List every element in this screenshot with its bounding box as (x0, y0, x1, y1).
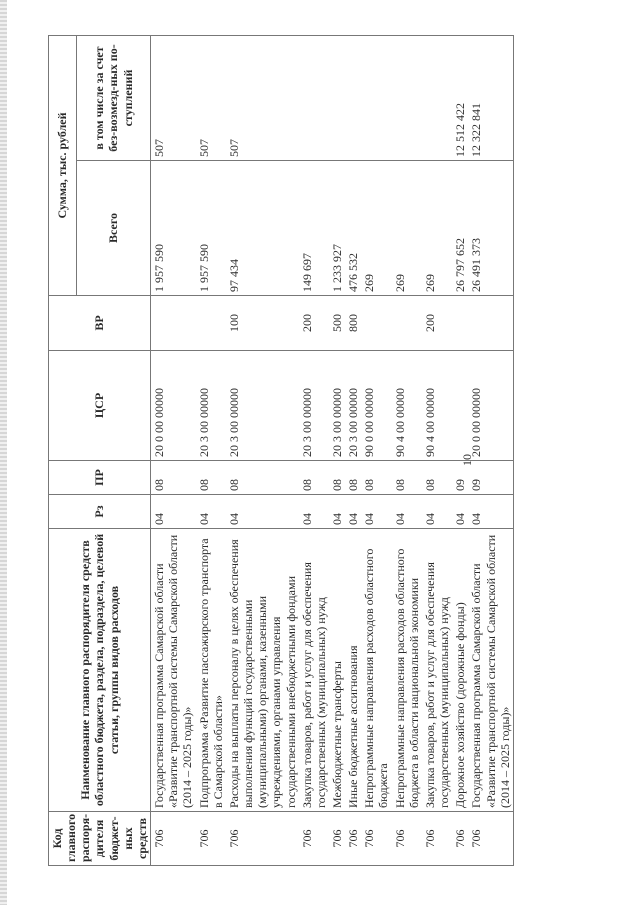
cell-name: Межбюджетные трансферты (329, 529, 345, 812)
cell-pr: 08 (329, 461, 345, 495)
cell-pr: 08 (345, 461, 361, 495)
cell-incl (361, 35, 391, 160)
cell-csr: 90 0 00 00000 (361, 351, 391, 461)
cell-name: Дорожное хозяйство (дорожные фонды) (452, 529, 468, 812)
cell-total: 97 434 (226, 161, 299, 296)
cell-incl (422, 35, 452, 160)
cell-csr: 20 3 00 00000 (299, 351, 329, 461)
cell-incl: 507 (151, 35, 196, 160)
scan-binding-edge (0, 0, 7, 905)
cell-vr (151, 296, 196, 351)
cell-name: Непрограммные направления расходов областного бюджета в области национальной экономики (392, 529, 422, 812)
table-row (452, 35, 468, 865)
cell-csr: 20 0 00 00000 (468, 351, 513, 461)
cell-name: Расходы на выплаты персоналу в целях обеспечения выполнения функций государственными (муниципальными) органами, казенными учреждениями, органами управления государственными внебюджетными фондами (226, 529, 299, 812)
cell-name: Непрограммные направления расходов областного бюджета (361, 529, 391, 812)
cell-total: 1 233 927 (329, 161, 345, 296)
cell-name: Государственная программа Самарской области «Развитие транспортной системы Самарской области (2014 – 2025 годы)» (468, 529, 513, 812)
cell-csr: 20 3 00 00000 (345, 351, 361, 461)
header-total: Всего (76, 161, 150, 296)
table-row (196, 35, 226, 865)
cell-vr: 100 (226, 296, 299, 351)
cell-code: 706 (299, 812, 329, 866)
table-row (329, 35, 345, 865)
table-row (299, 35, 329, 865)
cell-vr (196, 296, 226, 351)
header-sum: Сумма, тыс. рублей (49, 35, 77, 295)
header-csr: ЦСР (49, 351, 151, 461)
cell-rz: 04 (392, 495, 422, 529)
cell-incl (392, 35, 422, 160)
cell-code: 706 (329, 812, 345, 866)
cell-vr: 200 (422, 296, 452, 351)
header-row (49, 35, 77, 865)
cell-code: 706 (226, 812, 299, 866)
cell-name: Закупка товаров, работ и услуг для обеспечения государственных (муниципальных) нужд (422, 529, 452, 812)
rotated-page (48, 40, 598, 880)
header-rz: Рз (49, 495, 151, 529)
header-vr: ВР (49, 296, 151, 351)
table-row (226, 35, 299, 865)
table-row (392, 35, 422, 865)
cell-name: Закупка товаров, работ и услуг для обеспечения государственных (муниципальных) нужд (299, 529, 329, 812)
header-code: Код главного распоря-дителя бюджет-ных средств (49, 812, 151, 866)
cell-csr: 90 4 00 00000 (392, 351, 422, 461)
cell-code: 706 (422, 812, 452, 866)
cell-pr: 08 (299, 461, 329, 495)
cell-vr (392, 296, 422, 351)
cell-incl (345, 35, 361, 160)
cell-code: 706 (361, 812, 391, 866)
cell-csr: 20 0 00 00000 (151, 351, 196, 461)
table-row (151, 35, 196, 865)
cell-name: Государственная программа Самарской области «Развитие транспортной системы Самарской области (2014 – 2025 годы)» (151, 529, 196, 812)
cell-name: Иные бюджетные ассигнования (345, 529, 361, 812)
cell-total: 26 797 652 (452, 161, 468, 296)
cell-incl: 507 (226, 35, 299, 160)
cell-total: 269 (361, 161, 391, 296)
cell-incl: 507 (196, 35, 226, 160)
cell-code: 706 (345, 812, 361, 866)
cell-pr: 09 (468, 461, 513, 495)
cell-name: Подпрограмма «Развитие пассажирского транспорта в Самарской области» (196, 529, 226, 812)
cell-vr (361, 296, 391, 351)
cell-pr: 08 (151, 461, 196, 495)
cell-code: 706 (468, 812, 513, 866)
cell-code: 706 (452, 812, 468, 866)
header-incl: в том числе за счет без-возмезд-ных по-ступлений (76, 35, 150, 160)
cell-incl (299, 35, 329, 160)
table-row (468, 35, 513, 865)
cell-incl: 12 512 422 (452, 35, 468, 160)
cell-total: 149 697 (299, 161, 329, 296)
cell-total: 1 957 590 (151, 161, 196, 296)
cell-total: 1 957 590 (196, 161, 226, 296)
table-row (345, 35, 361, 865)
cell-total: 26 491 373 (468, 161, 513, 296)
cell-pr: 08 (361, 461, 391, 495)
cell-code: 706 (151, 812, 196, 866)
budget-table (48, 35, 514, 866)
cell-code: 706 (392, 812, 422, 866)
cell-vr: 200 (299, 296, 329, 351)
cell-total: 269 (392, 161, 422, 296)
cell-rz: 04 (468, 495, 513, 529)
cell-pr: 09 (452, 461, 468, 495)
cell-pr: 08 (226, 461, 299, 495)
cell-rz: 04 (151, 495, 196, 529)
cell-csr: 90 4 00 00000 (422, 351, 452, 461)
header-name: Наименование главного распорядителя средств областного бюджета, раздела, подраздела, целевой статьи, группы видов расходов (49, 529, 151, 812)
cell-rz: 04 (299, 495, 329, 529)
cell-incl (329, 35, 345, 160)
cell-total: 269 (422, 161, 452, 296)
header-pr: ПР (49, 461, 151, 495)
cell-total: 476 532 (345, 161, 361, 296)
cell-csr: 20 3 00 00000 (196, 351, 226, 461)
cell-rz: 04 (196, 495, 226, 529)
cell-pr: 08 (392, 461, 422, 495)
cell-pr: 08 (196, 461, 226, 495)
cell-incl: 12 322 841 (468, 35, 513, 160)
table-row (361, 35, 391, 865)
cell-vr (468, 296, 513, 351)
cell-rz: 04 (329, 495, 345, 529)
cell-csr: 20 3 00 00000 (329, 351, 345, 461)
cell-code: 706 (196, 812, 226, 866)
cell-rz: 04 (226, 495, 299, 529)
cell-csr (452, 351, 468, 461)
cell-vr: 500 (329, 296, 345, 351)
cell-rz: 04 (452, 495, 468, 529)
page-number: 10 (460, 454, 474, 466)
cell-rz: 04 (361, 495, 391, 529)
cell-csr: 20 3 00 00000 (226, 351, 299, 461)
cell-vr: 800 (345, 296, 361, 351)
table-row (422, 35, 452, 865)
cell-rz: 04 (345, 495, 361, 529)
cell-vr (452, 296, 468, 351)
cell-rz: 04 (422, 495, 452, 529)
cell-pr: 08 (422, 461, 452, 495)
